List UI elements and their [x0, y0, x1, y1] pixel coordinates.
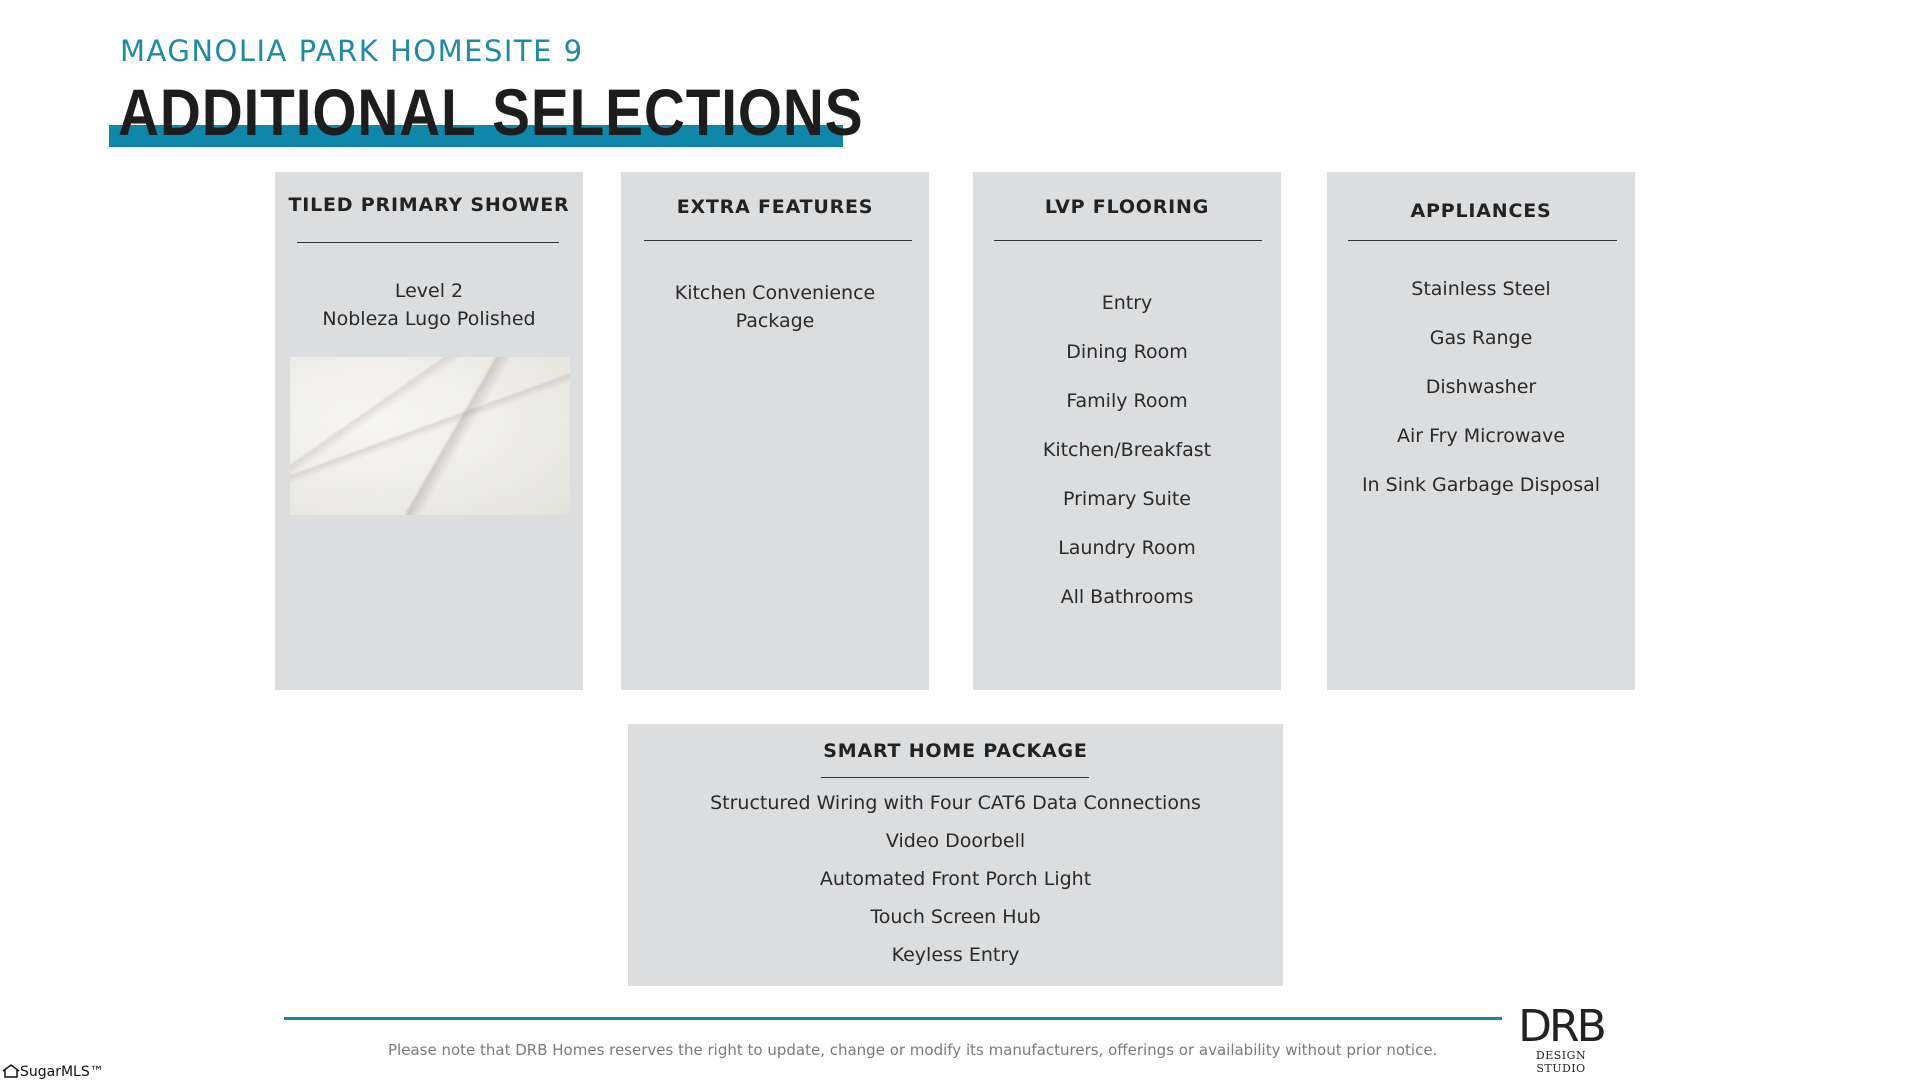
list-item: Stainless Steel	[1411, 278, 1551, 300]
card-tiled-primary-shower	[275, 172, 583, 690]
card-divider	[1348, 240, 1617, 241]
list-item: Touch Screen Hub	[870, 906, 1041, 928]
card-title: SMART HOME PACKAGE	[823, 740, 1088, 762]
card-title: LVP FLOORING	[1044, 196, 1210, 218]
page-title: ADDITIONAL SELECTIONS	[118, 75, 864, 149]
list-item: Keyless Entry	[891, 944, 1020, 966]
footer-disclaimer: Please note that DRB Homes reserves the right to update, change or modify its manufacturers, offerings or availability without prior notice.	[388, 1041, 1438, 1059]
card-smart-home-package	[628, 724, 1283, 986]
shower-level: Level 2	[394, 280, 464, 302]
list-item: Video Doorbell	[885, 830, 1026, 852]
extra-feature-line-1: Kitchen Convenience	[674, 282, 876, 304]
list-item: Dining Room	[1066, 341, 1188, 363]
card-title: TILED PRIMARY SHOWER	[288, 194, 570, 216]
list-item: Gas Range	[1429, 327, 1533, 349]
list-item: Air Fry Microwave	[1396, 425, 1566, 447]
list-item: Primary Suite	[1063, 488, 1191, 510]
footer-divider	[284, 1017, 1502, 1020]
list-item: Structured Wiring with Four CAT6 Data Connections	[710, 792, 1201, 814]
logo-mark: DRB	[1518, 1001, 1604, 1052]
list-item: Entry	[1101, 292, 1153, 314]
list-item: In Sink Garbage Disposal	[1361, 474, 1601, 496]
shower-tile-name: Nobleza Lugo Polished	[322, 308, 536, 330]
list-item: Laundry Room	[1058, 537, 1196, 559]
list-item: Kitchen/Breakfast	[1042, 439, 1212, 461]
card-lvp-flooring	[973, 172, 1281, 690]
logo-subtitle: DESIGN STUDIO	[1535, 1049, 1587, 1075]
mls-watermark-text: SugarMLS™	[20, 1064, 104, 1080]
list-item: Automated Front Porch Light	[819, 868, 1092, 890]
marble-tile-swatch-icon	[290, 357, 570, 515]
mls-watermark	[2, 1064, 104, 1080]
homesite-subtitle: MAGNOLIA PARK HOMESITE 9	[120, 34, 584, 68]
list-item: Family Room	[1066, 390, 1188, 412]
card-appliances	[1327, 172, 1635, 690]
extra-feature-line-2: Package	[735, 310, 815, 332]
card-divider	[821, 777, 1089, 778]
card-divider	[994, 240, 1262, 241]
list-item: Dishwasher	[1425, 376, 1537, 398]
list-item: All Bathrooms	[1060, 586, 1194, 608]
house-icon	[2, 1064, 20, 1078]
card-title: EXTRA FEATURES	[676, 196, 874, 218]
card-title: APPLIANCES	[1410, 200, 1552, 222]
card-divider	[644, 240, 912, 241]
drb-design-studio-logo	[1512, 1001, 1610, 1075]
card-extra-features	[621, 172, 929, 690]
card-divider	[297, 242, 559, 243]
